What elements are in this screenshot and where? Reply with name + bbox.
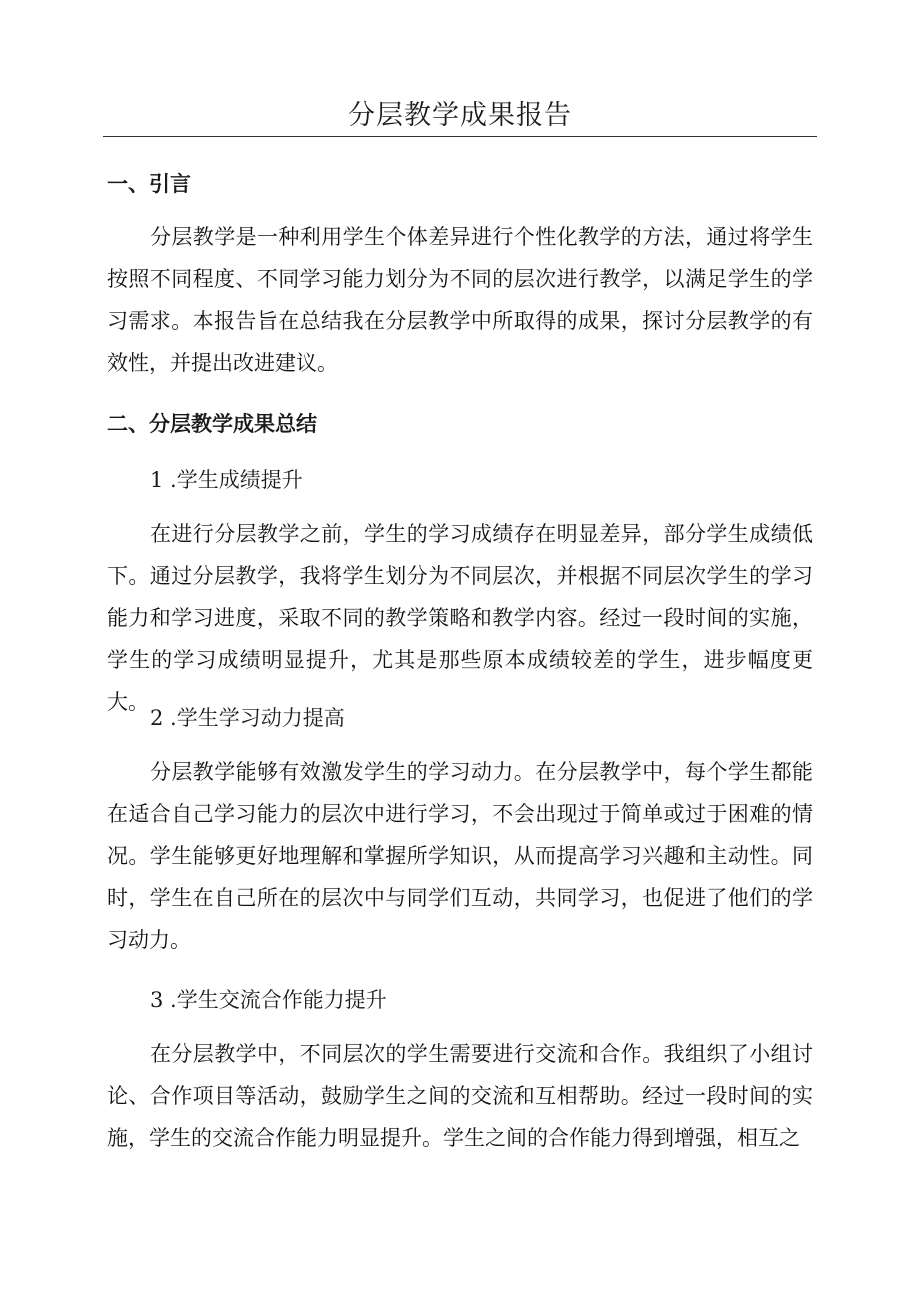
introduction-paragraph: 分层教学是一种利用学生个体差异进行个性化教学的方法，通过将学生按照不同程度、不同学习能力划分为不同的层次进行教学，以满足学生的学习需求。本报告旨在总结我在分层教学中所取得的成果，探讨分层教学的有效性，并提出改进建议。 [107,225,813,375]
collaboration-paragraph: 在分层教学中，不同层次的学生需要进行交流和合作。我组织了小组讨论、合作项目等活动，鼓励学生之间的交流和互相帮助。经过一段时间的实施，学生的交流合作能力明显提升。学生之间的合作能力得到增强，相互之 [107,1042,813,1150]
subsection-heading-motivation: 2 .学生学习动力提高 [150,706,345,730]
subsection-heading-grades: 1 .学生成绩提升 [150,468,303,492]
title-underline [103,136,817,137]
motivation-paragraph: 分层教学能够有效激发学生的学习动力。在分层教学中，每个学生都能在适合自己学习能力的层次中进行学习，不会出现过于简单或过于困难的情况。学生能够更好地理解和掌握所学知识，从而提高学习兴趣和主动性。同时，学生在自己所在的层次中与同学们互动，共同学习，也促进了他们的学习动力。 [107,760,813,952]
section-heading-introduction: 一、引言 [107,172,191,196]
section-heading-results-summary: 二、分层教学成果总结 [107,412,317,436]
grades-paragraph: 在进行分层教学之前，学生的学习成绩存在明显差异，部分学生成绩低下。通过分层教学，我将学生划分为不同层次，并根据不同层次学生的学习能力和学习进度，采取不同的教学策略和教学内容。经过一段时间的实施，学生的学习成绩明显提升，尤其是那些原本成绩较差的学生，进步幅度更大。 [107,522,813,714]
subsection-heading-collaboration: 3 .学生交流合作能力提升 [150,988,387,1012]
document-title: 分层教学成果报告 [348,100,572,131]
